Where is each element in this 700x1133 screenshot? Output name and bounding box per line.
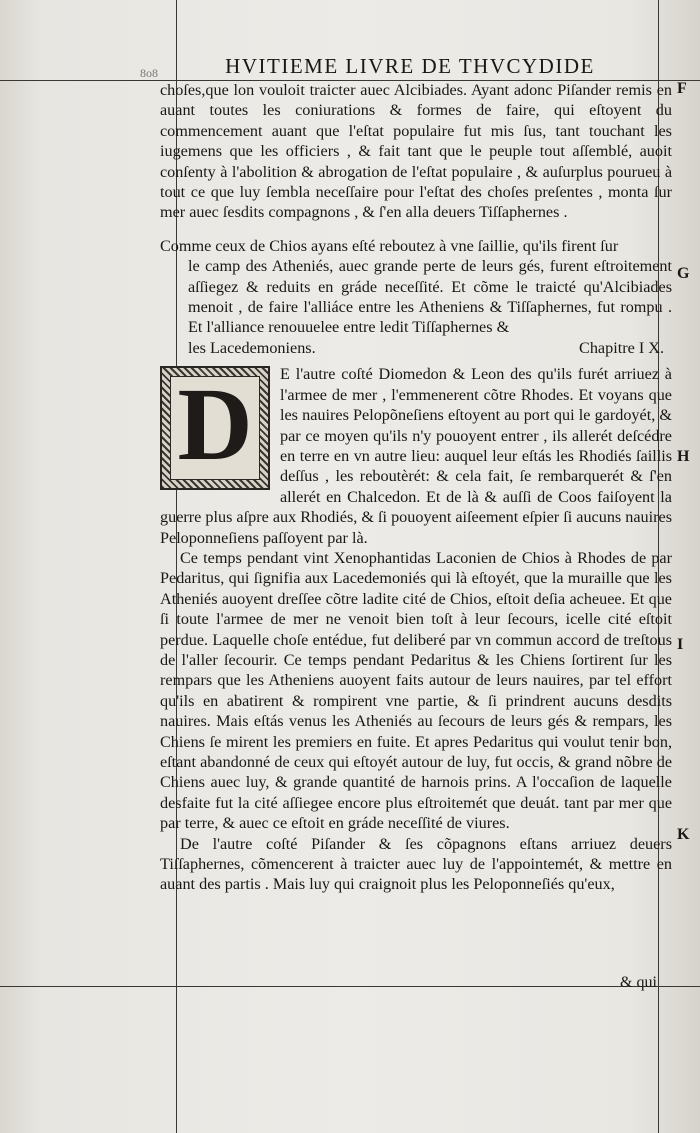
decorated-initial: [160, 366, 270, 490]
summary-rest: le camp des Atheniés, auec grande perte de leurs gés, furent eſtroitement aſſiegez & reduits en gráde neceſſité. Et cõme le traicté qu'Alcibiades menoit , de faire l'alliáce entre les Atheniens & Tiſſaphernes, fut rompu . Et l'alliance renouuelee entre ledit Tiſſaphernes &: [188, 257, 672, 337]
running-title: HVITIEME LIVRE DE THVCYDIDE: [225, 54, 595, 78]
body-text: [160, 80, 672, 895]
paragraph-3: Ce temps pendant vint Xenophantidas Laconien de Chios à Rhodes de par Pedaritus, qui ſignifia aux Lacedemoniés qui là eſtoyét, que la muraille que les Atheniés auoyent dreſſee cõtre ladite cité de Chios, eſtoit deſia acheuee. Et que ſi toute l'armee de mer ne venoit bien toſt à leur ſecours, icelle cité eſtoit perdue. Laquelle choſe entédue, fut deliberé par vn commun accord de treſtous de l'aller ſecourir. Ce temps pendant Pedaritus & les Chiens ſortirent ſur les rempars que les Atheniens auoyent faits autour de leurs nauires, par tel effort qu'ils en abatirent & rompirent vne partie, & ſi prindrent aucuns desdits nauires. Mais eſtás venus les Atheniés au ſecours de leurs gés & rempars, les Chiens ſe mirent les premiers en fuite. Et apres Pedaritus qui voulut tenir bon, eſtant abandonné de ceux qui eſtoyét autour de luy, fut occis, & grand nõbre de Chiens auec luy, & grande quantité de harnois prins. A l'occaſion de laquelle desfaite fut la cité aſſiegee encore plus eſtroitemét que deuát. tant par mer que par terre, & auec ce eſtoit en gráde neceſſité de viures.: [160, 548, 672, 833]
initial-letter: D: [177, 367, 253, 483]
paragraph-1: choſes,que lon vouloit traicter auec Alcibiades. Ayant adonc Piſander remis en auant toutes les coniurations & formes de faire, qui eſtoyent du commencement auant que l'eſtat populaire fut mis ſus, tant touchant les iugemens que les officiers , & fait tant que le peuple tout aſſemblé, auoit conſenty à l'abolition & abrogation de l'eſtat populaire , & auſurplus pourueu à tout ce que luy ſembla neceſſaire pour l'eſtat des choſes preſentes , monta ſur mer auec ſesdits compagnons , & ſ'en alla deuers Tiſſaphernes .: [160, 81, 672, 222]
summary-last-line-row: [160, 338, 672, 358]
margin-letter-k: K: [677, 826, 690, 843]
summary-first-line: Comme ceux de Chios ayans eſté reboutez à vne ſaillie, qu'ils firent ſur: [160, 236, 619, 255]
chapter-opening-paragraph: [160, 364, 672, 548]
chapter-summary: [160, 236, 672, 358]
chapter-heading: Chapitre I X.: [579, 338, 664, 357]
margin-letter-h: H: [677, 448, 690, 465]
folio-number: 8o8: [140, 66, 158, 80]
guide-line-bottom: [0, 986, 700, 987]
chapter-opening-text: E l'autre coſté Diomedon & Leon des qu'ils furét arriuez à l'armee de mer , l'emmenerent cõtre Rhodes. Et voyans que les nauires Pelopõneſiens eſtoyent au port qui le gardoyét, & par ce moyen qu'ils n'y pouoyent entrer , ils allerét deſcédre en terre en vn autre lieu: auquel leur eſtás les Rhodiés ſaillis deſſus , les reboutèrét: & cela fait, ſe rembarquerét & ſ'en allerét en Chalcedon. Et de là & auſſi de Coos faiſoyent la guerre plus aſpre aux Rhodiés, & ſi pouoyent aiſeement eſpier ſi aucuns nauires Peloponneſiens paſſoyent par là.: [160, 365, 673, 547]
summary-last-line: les Lacedemoniens.: [188, 338, 316, 357]
margin-letter-g: G: [677, 265, 690, 282]
catchword: & qui: [620, 974, 657, 991]
margin-letter-i: I: [677, 636, 684, 653]
margin-letter-f: F: [677, 80, 687, 97]
paragraph-4: De l'autre coſté Piſander & ſes cõpagnons eſtans arriuez deuers Tiſſaphernes, cõmencerent à traicter auec luy de l'appointemét, & mettre en auant des partis . Mais luy qui craignoit plus les Peloponneſiés qu'eux,: [160, 834, 672, 894]
